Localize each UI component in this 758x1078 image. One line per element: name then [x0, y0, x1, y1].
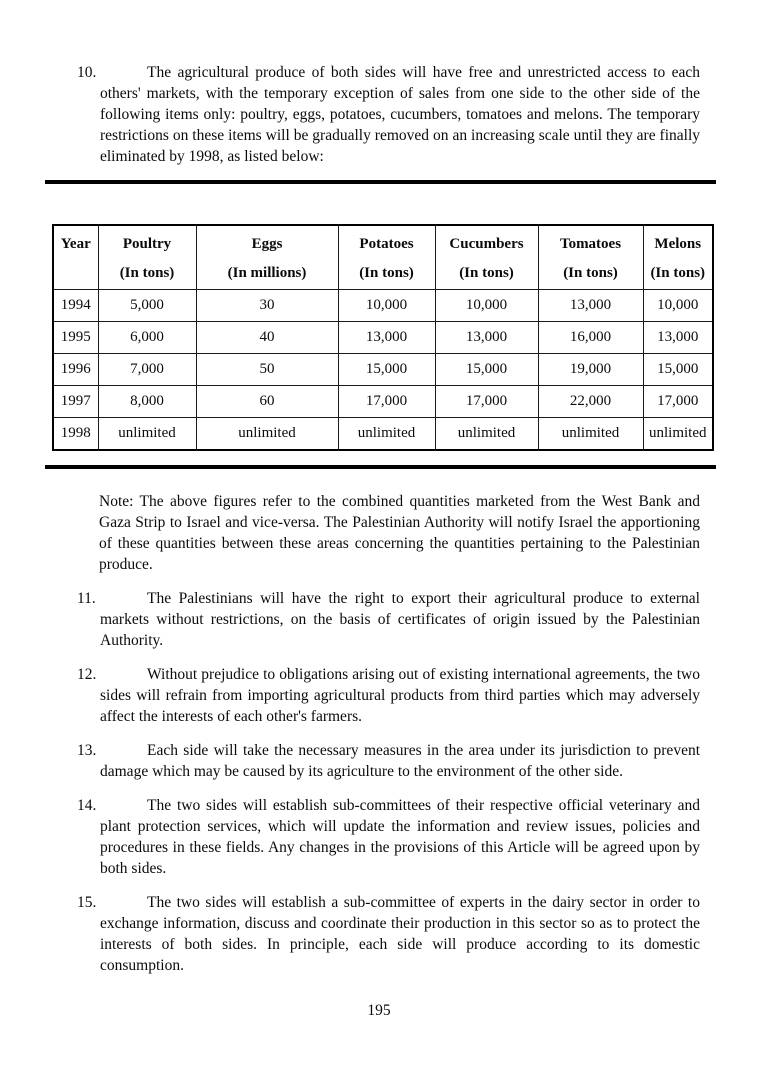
table-row-1994 [53, 290, 713, 322]
table-cell: 30 [196, 290, 338, 322]
table-cell: 13,000 [538, 290, 643, 322]
paragraph-11 [77, 588, 700, 651]
table-cell: 8,000 [98, 386, 196, 418]
table-cell: unlimited [338, 418, 435, 451]
table-cell: 10,000 [338, 290, 435, 322]
table-header-year: Year [53, 225, 98, 290]
table-cell: 17,000 [643, 386, 713, 418]
table-cell: 17,000 [435, 386, 538, 418]
page-number: 195 [367, 1002, 391, 1019]
note-paragraph: Note: The above figures refer to the combined quantities marketed from the West Bank and Gaza Strip to Israel and vice-versa. The Palestinian Authority will notify Israel the apportioning of these quantities between these areas concerning the quantities pertaining to the Palestinian produce. [99, 493, 700, 573]
table-cell: 60 [196, 386, 338, 418]
table-header-row [53, 225, 713, 290]
table-cell: 15,000 [338, 354, 435, 386]
table-cell: 22,000 [538, 386, 643, 418]
paragraph-13 [77, 740, 700, 782]
paragraph-text: Each side will take the necessary measures in the area under its jurisdiction to prevent damage which may be caused by its agriculture to the environment of the other side. [100, 742, 700, 780]
table-cell: 19,000 [538, 354, 643, 386]
table-cell: 13,000 [338, 322, 435, 354]
table-cell: unlimited [196, 418, 338, 451]
paragraph-number: 14. [77, 797, 97, 814]
table-header-melons: Melons (In tons) [643, 225, 713, 290]
table-cell: 6,000 [98, 322, 196, 354]
paragraph-text: The agricultural produce of both sides will have free and unrestricted access to each others' markets, with the temporary exception of sales from one side to the other side of the following items only: poultry, eggs, potatoes, cucumbers, tomatoes and melons. The temporary restrictions on these items will be gradually removed on an increasing scale until they are finally eliminated by 1998, as listed below: [100, 64, 700, 165]
divider-top [45, 180, 716, 184]
table-cell: unlimited [98, 418, 196, 451]
paragraph-number: 12. [77, 666, 97, 683]
table-cell: unlimited [643, 418, 713, 451]
table-row-1998 [53, 418, 713, 451]
paragraph-14 [77, 795, 700, 879]
paragraph-15 [77, 892, 700, 976]
paragraph-number: 13. [77, 742, 97, 759]
table-row-1997 [53, 386, 713, 418]
table-header-potatoes: Potatoes (In tons) [338, 225, 435, 290]
table-cell: 40 [196, 322, 338, 354]
table-cell: 10,000 [643, 290, 713, 322]
table-cell: 17,000 [338, 386, 435, 418]
table-row-1996 [53, 354, 713, 386]
paragraph-text: The two sides will establish sub-committees of their respective official veterinary and plant protection services, which will update the information and review issues, policies and procedures in these fields. Any changes in the provisions of this Article will be agreed upon by both sides. [100, 797, 700, 877]
table-cell: 1997 [53, 386, 98, 418]
table-cell: 5,000 [98, 290, 196, 322]
quota-table-wrap [52, 224, 712, 451]
table-header-tomatoes: Tomatoes (In tons) [538, 225, 643, 290]
table-cell: 1998 [53, 418, 98, 451]
table-cell: 1995 [53, 322, 98, 354]
quota-table [52, 224, 714, 451]
paragraph-text: The two sides will establish a sub-committee of experts in the dairy sector in order to exchange information, discuss and coordinate their production in this sector so as to protect the interests of both sides. In principle, each side will produce according to its domestic consumption. [100, 894, 700, 974]
table-cell: unlimited [435, 418, 538, 451]
table-cell: 1996 [53, 354, 98, 386]
table-row-1995 [53, 322, 713, 354]
paragraph-12 [77, 664, 700, 727]
table-cell: 7,000 [98, 354, 196, 386]
paragraph-text: The Palestinians will have the right to export their agricultural produce to external markets without restrictions, on the basis of certificates of origin issued by the Palestinian Authority. [100, 590, 700, 649]
paragraph-10 [77, 62, 700, 167]
table-header-eggs: Eggs (In millions) [196, 225, 338, 290]
table-cell: 1994 [53, 290, 98, 322]
table-cell: 10,000 [435, 290, 538, 322]
table-cell: 13,000 [435, 322, 538, 354]
paragraph-number: 15. [77, 894, 97, 911]
divider-bottom [45, 465, 716, 469]
table-cell: 16,000 [538, 322, 643, 354]
table-cell: 15,000 [643, 354, 713, 386]
table-cell: 15,000 [435, 354, 538, 386]
paragraph-text: Without prejudice to obligations arising out of existing international agreements, the two sides will refrain from importing agricultural products from third parties which may adversely affect the interests of each other's farmers. [100, 666, 700, 725]
table-cell: 50 [196, 354, 338, 386]
paragraph-number: 10. [77, 64, 97, 81]
table-cell: unlimited [538, 418, 643, 451]
table-header-poultry: Poultry (In tons) [98, 225, 196, 290]
table-header-cucumbers: Cucumbers (In tons) [435, 225, 538, 290]
paragraph-number: 11. [77, 590, 96, 607]
table-cell: 13,000 [643, 322, 713, 354]
